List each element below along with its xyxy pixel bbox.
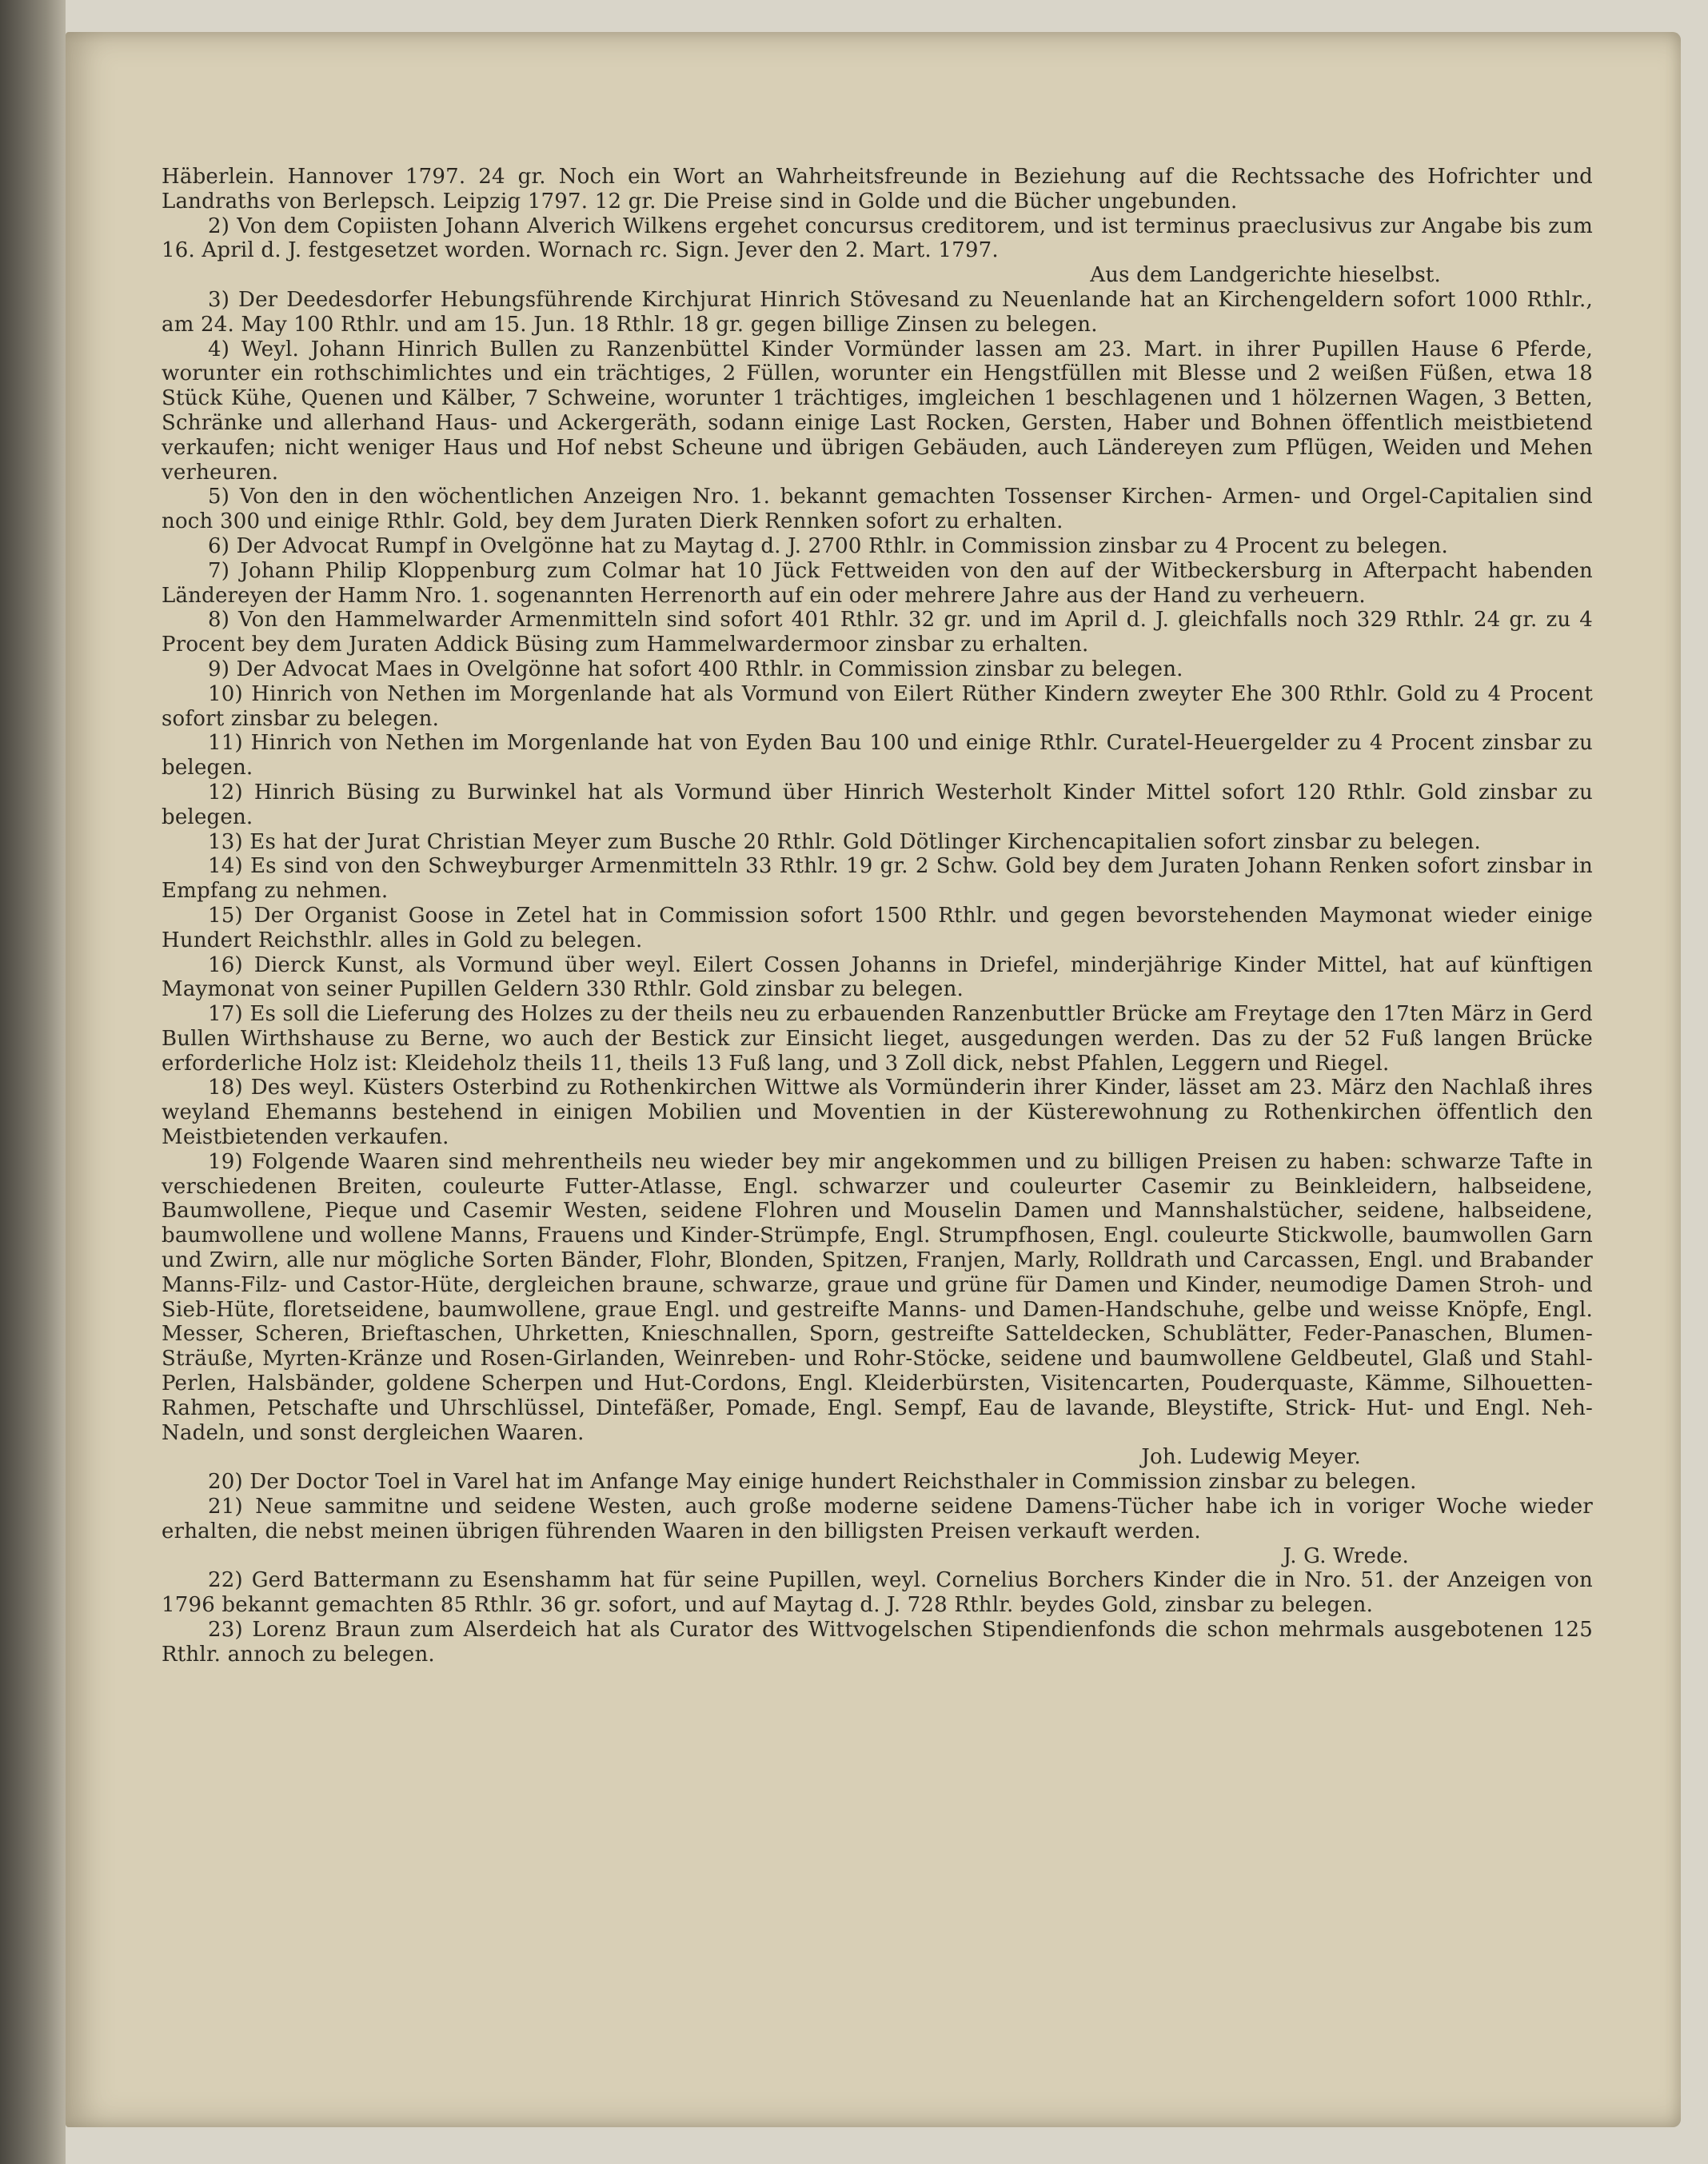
entry-2: 2) Von dem Copiisten Johann Alverich Wilkens ergehet concursus creditorem, und ist terminus praeclusivus zur Angabe bis zum 16. April d. J. festgesetzet worden. Wornach rc. Sign. Jever den 2. Mart. 1797. — [162, 214, 1593, 263]
entry-19: 19) Folgende Waaren sind mehrentheils neu wieder bey mir angekommen und zu billigen Preisen zu haben: schwarze Tafte in verschiedenen Breiten, couleurte Futter-Atlasse, Engl. schwarzer und couleurter Casemir zu Beinkleidern, halbseidene, Baumwollene, Pieque und Casemir Westen, seidene Flohren und Mouselin Damen und Mannshalstücher, seidene, halbseidene, baumwollene und wollene Manns, Frauens und Kinder-Strümpfe, Engl. Strumpfhosen, Engl. couleurte Stickwolle, baumwollen Garn und Zwirn, alle nur mögliche Sorten Bänder, Flohr, Blonden, Spitzen, Franjen, Marly, Rolldrath und Carcassen, Engl. und Brabander Manns-Filz- und Castor-Hüte, dergleichen braune, schwarze, graue und grüne für Damen und Kinder, neumodige Damen Stroh- und Sieb-Hüte, floretseidene, baumwollene, graue Engl. und gestreifte Manns- und Damen-Handschuhe, gelbe und weisse Knöpfe, Engl. Messer, Scheren, Brieftaschen, Uhrketten, Knieschnallen, Sporn, gestreifte Satteldecken, Schublätter, Feder-Panaschen, Blumen-Sträuße, Myrten-Kränze und Rosen-Girlanden, Weinreben- und Rohr-Stöcke, seidene und baumwollene Geldbeutel, Glaß und Stahl-Perlen, Halsbänder, goldene Scherpen und Hut-Cordons, Engl. Kleiderbürsten, Visitencarten, Pouderquaste, Kämme, Silhouetten-Rahmen, Petschafte und Uhrschlüssel, Dintefäßer, Pomade, Engl. Sempf, Eau de lavande, Bleystifte, Strick- Hut- und Engl. Neh-Nadeln, und sonst dergleichen Waaren. — [162, 1149, 1593, 1445]
entry-18: 18) Des weyl. Küsters Osterbind zu Rothenkirchen Wittwe als Vormünderin ihrer Kinder, lässet am 23. März den Nachlaß ihres weyland Ehemanns bestehend in einigen Mobilien und Moventien in der Küsterewohnung zu Rothenkirchen öffentlich den Meistbietenden verkaufen. — [162, 1076, 1593, 1150]
entry-11: 11) Hinrich von Nethen im Morgenlande hat von Eyden Bau 100 und einige Rthlr. Curatel-Heuergelder zu 4 Procent zinsbar zu belegen. — [162, 731, 1593, 781]
entry-12: 12) Hinrich Büsing zu Burwinkel hat als Vormund über Hinrich Westerholt Kinder Mittel sofort 120 Rthlr. Gold zinsbar zu belegen. — [162, 780, 1593, 829]
entry-13: 13) Es hat der Jurat Christian Meyer zum Busche 20 Rthlr. Gold Dötlinger Kirchencapitalien sofort zinsbar zu belegen. — [208, 829, 1481, 854]
page-text-body — [162, 165, 1593, 1667]
entry-3: 3) Der Deedesdorfer Hebungsführende Kirchjurat Hinrich Stövesand zu Neuenlande hat an Kirchengeldern sofort 1000 Rthlr., am 24. May 100 Rthlr. und am 15. Jun. 18 Rthlr. 18 gr. gegen billige Zinsen zu belegen. — [162, 287, 1593, 337]
entry-6: 6) Der Advocat Rumpf in Ovelgönne hat zu Maytag d. J. 2700 Rthlr. in Commission zinsbar zu 4 Procent zu belegen. — [208, 533, 1448, 558]
entry-9: 9) Der Advocat Maes in Ovelgönne hat sofort 400 Rthlr. in Commission zinsbar zu belegen. — [208, 657, 1183, 681]
document-page — [66, 32, 1681, 2127]
entry-4: 4) Weyl. Johann Hinrich Bullen zu Ranzenbüttel Kinder Vormünder lassen am 23. Mart. in ihrer Pupillen Hause 6 Pferde, worunter ein rothschimlichtes und ein trächtiges, 2 Füllen, worunter ein Hengstfüllen mit Blesse und 2 weißen Füßen, etwa 18 Stück Kühe, Quenen und Kälber, 7 Schweine, worunter 1 trächtiges, imgleichen 1 beschlagenen und 1 hölzernen Wagen, 3 Betten, Schränke und allerhand Haus- und Ackergeräth, sodann einige Last Rocken, Gersten, Haber und Bohnen öffentlich meistbietend verkaufen; nicht weniger Haus und Hof nebst Scheune und übrigen Gebäuden, auch Ländereyen zum Pflügen, Weiden und Mehen verheuren. — [162, 337, 1593, 485]
entry-21-signature: J. G. Wrede. — [1283, 1543, 1409, 1568]
entry-15: 15) Der Organist Goose in Zetel hat in Commission sofort 1500 Rthlr. und gegen bevorstehenden Maymonat wieder einige Hundert Reichsthlr. alles in Gold zu belegen. — [162, 903, 1593, 952]
entry-23: 23) Lorenz Braun zum Alserdeich hat als Curator des Wittvogelschen Stipendienfonds die schon mehrmals ausgebotenen 125 Rthlr. annoch zu belegen. — [162, 1618, 1593, 1667]
entry-7: 7) Johann Philip Kloppenburg zum Colmar hat 10 Jück Fettweiden von den auf der Witbeckersburg in Afterpacht habenden Ländereyen der Hamm Nro. 1. sogenannten Herrenorth auf ein oder mehrere Jahre aus der Hand zu verheuern. — [162, 558, 1593, 608]
entry-5: 5) Von den in den wöchentlichen Anzeigen Nro. 1. bekannt gemachten Tossenser Kirchen- Armen- und Orgel-Capitalien sind noch 300 und einige Rthlr. Gold, bey dem Juraten Dierk Rennken sofort zu erhalten. — [162, 485, 1593, 534]
entry-8: 8) Von den Hammelwarder Armenmitteln sind sofort 401 Rthlr. 32 gr. und im April d. J. gleichfalls noch 329 Rthlr. 24 gr. zu 4 Procent bey dem Juraten Addick Büsing zum Hammelwardermoor zinsbar zu erhalten. — [162, 608, 1593, 657]
entry-21: 21) Neue sammitne und seidene Westen, auch große moderne seidene Damens-Tücher habe ich in voriger Woche wieder erhalten, die nebst meinen übrigen führenden Waaren in den billigsten Preisen verkauft werden. — [162, 1495, 1593, 1543]
entry-intro: Häberlein. Hannover 1797. 24 gr. Noch ein Wort an Wahrheitsfreunde in Beziehung auf die Rechtssache des Hofrichter und Landraths von Berlepsch. Leipzig 1797. 12 gr. Die Preise sind in Golde und die Bücher ungebunden. — [162, 165, 1593, 214]
entry-20: 20) Der Doctor Toel in Varel hat im Anfange May einige hundert Reichsthaler in Commission zinsbar zu belegen. — [208, 1470, 1417, 1495]
entry-10: 10) Hinrich von Nethen im Morgenlande hat als Vormund von Eilert Rüther Kindern zweyter Ehe 300 Rthlr. Gold zu 4 Procent sofort zinsbar zu belegen. — [162, 681, 1593, 731]
entry-14: 14) Es sind von den Schweyburger Armenmitteln 33 Rthlr. 19 gr. 2 Schw. Gold bey dem Juraten Johann Renken sofort zinsbar in Empfang zu nehmen. — [162, 854, 1593, 904]
entry-17: 17) Es soll die Lieferung des Holzes zu der theils neu zu erbauenden Ranzenbuttler Brücke am Freytage den 17ten März in Gerd Bullen Wirthshause zu Berne, wo auch der Bestick zur Einsicht lieget, ausgedungen werden. Das zu der 52 Fuß langen Brücke erforderliche Holz ist: Kleideholz theils 11, theils 13 Fuß lang, und 3 Zoll dick, nebst Pfahlen, Leggern und Riegel. — [162, 1002, 1593, 1076]
book-binding — [0, 0, 66, 2164]
entry-2-signature: Aus dem Landgerichte hieselbst. — [1090, 263, 1441, 288]
entry-19-signature: Joh. Ludewig Meyer. — [1141, 1445, 1361, 1470]
entry-22: 22) Gerd Battermann zu Esenshamm hat für seine Pupillen, weyl. Cornelius Borchers Kinder die in Nro. 51. der Anzeigen von 1796 bekannt gemachten 85 Rthlr. 36 gr. sofort, und auf Maytag d. J. 728 Rthlr. beydes Gold, zinsbar zu belegen. — [162, 1568, 1593, 1618]
entry-16: 16) Dierck Kunst, als Vormund über weyl. Eilert Cossen Johanns in Driefel, minderjährige Kinder Mittel, hat auf künftigen Maymonat von seiner Pupillen Geldern 330 Rthlr. Gold zinsbar zu belegen. — [162, 952, 1593, 1002]
